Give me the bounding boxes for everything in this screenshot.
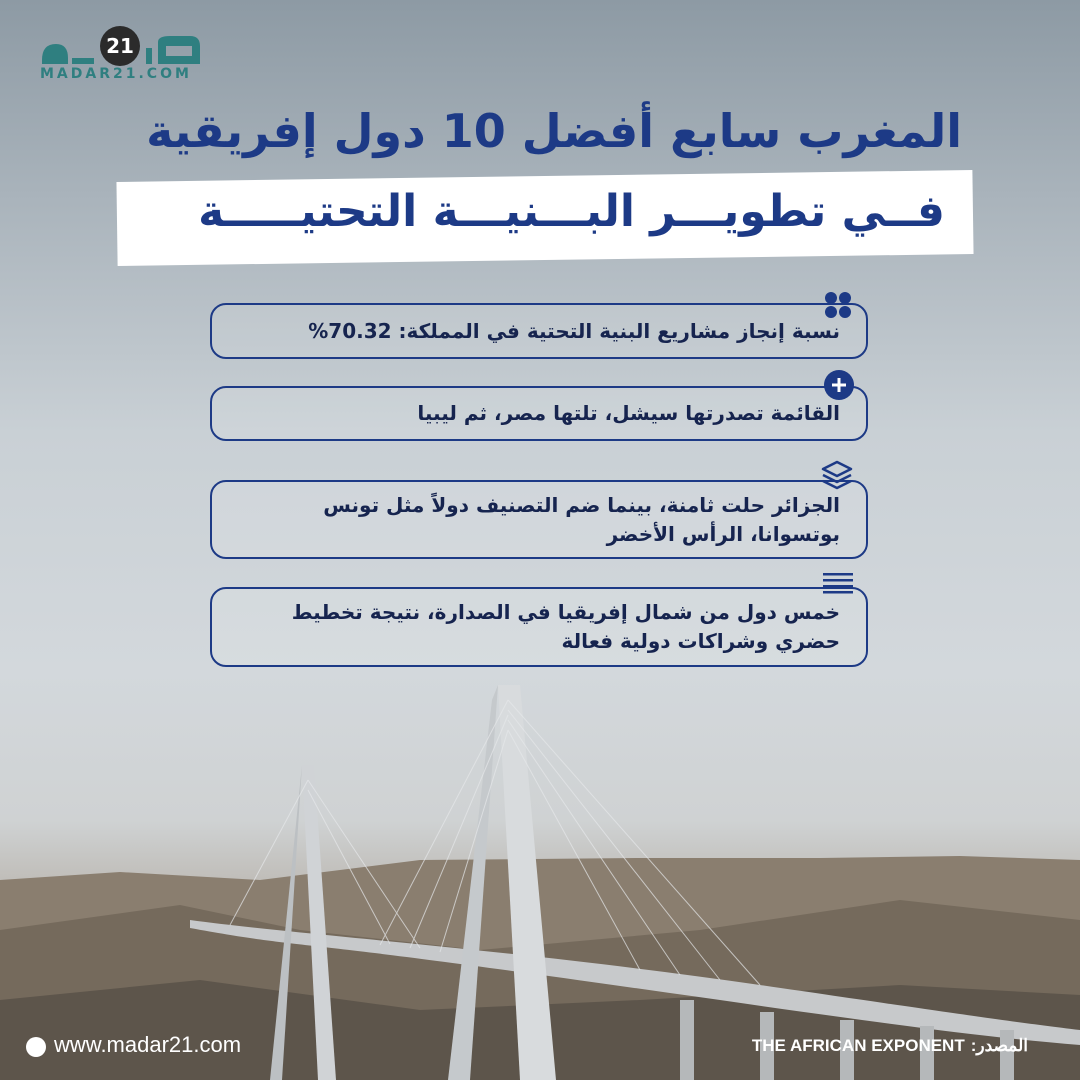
svg-text:21: 21	[106, 34, 134, 58]
fact-text: القائمة تصدرتها سيشل، تلتها مصر، ثم ليبيا	[417, 401, 840, 425]
source-credit	[752, 1036, 1028, 1056]
fact-card-ranking-leaders	[210, 386, 868, 441]
website-link[interactable]: www.madar21.com	[54, 1032, 242, 1057]
source-name: THE AFRICAN EXPONENT	[751, 1036, 965, 1055]
fact-text: خمس دول من شمال إفريقيا في الصدارة، نتيجة تخطيط حضري وشراكات دولية فعالة	[291, 600, 840, 653]
grid-dots-icon	[821, 288, 855, 322]
fact-text: نسبة إنجاز مشاريع البنية التحتية في المملكة: 70.32%	[308, 318, 840, 343]
menu-lines-icon	[821, 566, 855, 600]
layers-icon	[820, 458, 854, 492]
fact-text: الجزائر حلت ثامنة، بينما ضم التصنيف دولاً مثل تونس بوتسوانا، الرأس الأخضر	[323, 492, 840, 546]
headline-line-2: فــي تطويـــر البـــنيـــة التحتيـــــة	[198, 186, 945, 237]
source-label: المصدر:	[970, 1036, 1028, 1055]
headline-line-1: المغرب سابع أفضل 10 دول إفريقية	[146, 104, 962, 158]
fact-card-algeria	[210, 480, 868, 559]
logo-wordmark: MADAR21.COM	[40, 66, 192, 82]
fact-card-north-africa	[210, 587, 868, 667]
bullet-dot-icon	[26, 1037, 46, 1057]
fact-card-completion-rate	[210, 303, 868, 359]
plus-circle-icon	[822, 368, 856, 402]
